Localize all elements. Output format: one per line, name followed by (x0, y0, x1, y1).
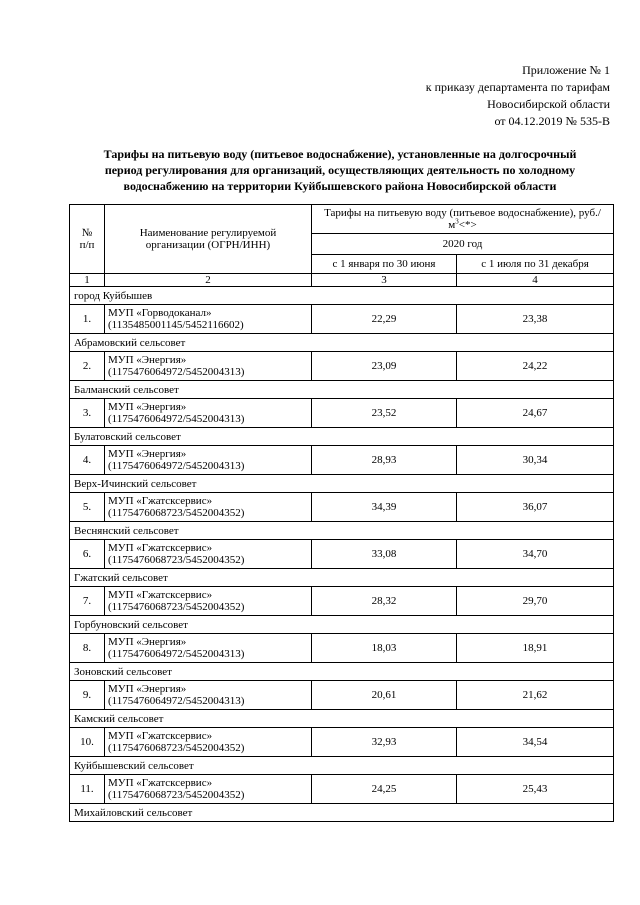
title-line: водоснабжению на территории Куйбышевского района Новосибирской области (123, 179, 557, 193)
row-number: 1. (70, 305, 105, 334)
tariff-table (69, 204, 614, 822)
header-year: 2020 год (312, 234, 614, 255)
tariff-h2: 24,67 (457, 399, 614, 428)
table-row (70, 587, 614, 616)
tariff-h1: 24,25 (312, 775, 457, 804)
org-name: МУП «Энергия» (108, 401, 187, 413)
title-line: Тарифы на питьевую воду (питьевое водоснабжение), установленные на долгосрочный (103, 147, 577, 161)
col-number: 3 (312, 274, 457, 287)
row-number: 7. (70, 587, 105, 616)
tariff-h1: 18,03 (312, 634, 457, 663)
col-number: 2 (105, 274, 312, 287)
header-num: № п/п (70, 205, 105, 274)
group-name: Михайловский сельсовет (70, 804, 614, 822)
appendix-line: Приложение № 1 (522, 63, 610, 77)
org-ids: (1175476064972/5452004313) (108, 413, 245, 425)
org-cell (105, 352, 312, 381)
document-title (70, 146, 610, 194)
tariff-h2: 29,70 (457, 587, 614, 616)
org-name: МУП «Энергия» (108, 636, 187, 648)
tariff-h2: 24,22 (457, 352, 614, 381)
group-row (70, 334, 614, 352)
table-row (70, 540, 614, 569)
tariff-h1: 28,32 (312, 587, 457, 616)
org-ids: (1175476068723/5452004352) (108, 554, 245, 566)
col-number: 1 (70, 274, 105, 287)
table-row (70, 352, 614, 381)
group-row (70, 663, 614, 681)
tariff-h2: 36,07 (457, 493, 614, 522)
group-name: Верх-Ичинский сельсовет (70, 475, 614, 493)
org-name: МУП «Энергия» (108, 448, 187, 460)
group-name: Балманский сельсовет (70, 381, 614, 399)
org-ids: (1175476064972/5452004313) (108, 366, 245, 378)
org-ids: (1175476068723/5452004352) (108, 789, 245, 801)
tariff-h2: 21,62 (457, 681, 614, 710)
table-row (70, 681, 614, 710)
group-row (70, 710, 614, 728)
org-name: МУП «Гжатсксервис» (108, 589, 213, 601)
org-cell (105, 446, 312, 475)
table-body (70, 287, 614, 822)
group-name: Камский сельсовет (70, 710, 614, 728)
col-number: 4 (457, 274, 614, 287)
org-name: МУП «Гжатсксервис» (108, 777, 213, 789)
header-tariff: Тарифы на питьевую воду (питьевое водоснабжение), $руб./м^3<*>$ (312, 205, 614, 234)
row-number: 9. (70, 681, 105, 710)
org-ids: (1175476068723/5452004352) (108, 507, 245, 519)
org-name: МУП «Гжатсксервис» (108, 542, 213, 554)
tariff-h1: 28,93 (312, 446, 457, 475)
row-number: 11. (70, 775, 105, 804)
org-cell (105, 681, 312, 710)
group-name: Зоновский сельсовет (70, 663, 614, 681)
group-row (70, 428, 614, 446)
table-row (70, 775, 614, 804)
group-row (70, 804, 614, 822)
org-ids: (1175476068723/5452004352) (108, 601, 245, 613)
group-row (70, 616, 614, 634)
appendix-line: Новосибирской области (487, 97, 610, 111)
org-ids: (1175476064972/5452004313) (108, 695, 245, 707)
title-line: период регулирования для организаций, осуществляющих деятельность по холодному (104, 163, 576, 177)
table-row (70, 493, 614, 522)
org-ids: (1175476064972/5452004313) (108, 648, 245, 660)
group-row (70, 522, 614, 540)
org-cell (105, 775, 312, 804)
table-row (70, 728, 614, 757)
tariff-h1: 22,29 (312, 305, 457, 334)
group-name: город Куйбышев (70, 287, 614, 305)
table-row (70, 634, 614, 663)
row-number: 4. (70, 446, 105, 475)
header-tariff-note: <*> (458, 219, 477, 231)
table-row (70, 399, 614, 428)
header-tariff-sup: 3 (455, 217, 459, 226)
tariff-h1: 23,52 (312, 399, 457, 428)
tariff-h1: 34,39 (312, 493, 457, 522)
tariff-h1: 23,09 (312, 352, 457, 381)
group-name: Булатовский сельсовет (70, 428, 614, 446)
appendix-line: к приказу департамента по тарифам (425, 80, 610, 94)
tariff-h2: 18,91 (457, 634, 614, 663)
row-number: 10. (70, 728, 105, 757)
org-cell (105, 540, 312, 569)
row-number: 8. (70, 634, 105, 663)
group-name: Веснянский сельсовет (70, 522, 614, 540)
group-row (70, 475, 614, 493)
tariff-h1: 20,61 (312, 681, 457, 710)
org-name: МУП «Горводоканал» (108, 307, 212, 319)
org-cell (105, 399, 312, 428)
org-cell (105, 587, 312, 616)
org-cell (105, 728, 312, 757)
row-number: 2. (70, 352, 105, 381)
group-name: Абрамовский сельсовет (70, 334, 614, 352)
row-number: 5. (70, 493, 105, 522)
table-row (70, 305, 614, 334)
org-name: МУП «Гжатсксервис» (108, 495, 213, 507)
org-ids: (1135485001145/5452116602) (108, 319, 244, 331)
tariff-h2: 25,43 (457, 775, 614, 804)
appendix-header (426, 62, 610, 130)
tariff-h1: 32,93 (312, 728, 457, 757)
group-name: Куйбышевский сельсовет (70, 757, 614, 775)
tariff-h2: 34,70 (457, 540, 614, 569)
org-cell (105, 493, 312, 522)
tariff-h2: 23,38 (457, 305, 614, 334)
org-name: МУП «Гжатсксервис» (108, 730, 213, 742)
tariff-h2: 30,34 (457, 446, 614, 475)
row-number: 3. (70, 399, 105, 428)
org-ids: (1175476068723/5452004352) (108, 742, 245, 754)
group-row (70, 381, 614, 399)
group-row (70, 569, 614, 587)
org-ids: (1175476064972/5452004313) (108, 460, 245, 472)
org-cell (105, 305, 312, 334)
header-period-2: с 1 июля по 31 декабря (457, 255, 614, 274)
group-name: Горбуновский сельсовет (70, 616, 614, 634)
header-period-1: с 1 января по 30 июня (312, 255, 457, 274)
group-name: Гжатский сельсовет (70, 569, 614, 587)
row-number: 6. (70, 540, 105, 569)
org-name: МУП «Энергия» (108, 354, 187, 366)
appendix-line: от 04.12.2019 № 535-В (494, 114, 610, 128)
org-name: МУП «Энергия» (108, 683, 187, 695)
header-org: Наименование регулируемой организации (ОГРН/ИНН) (105, 205, 312, 274)
tariff-h1: 33,08 (312, 540, 457, 569)
tariff-h2: 34,54 (457, 728, 614, 757)
group-row (70, 287, 614, 305)
group-row (70, 757, 614, 775)
org-cell (105, 634, 312, 663)
table-row (70, 446, 614, 475)
